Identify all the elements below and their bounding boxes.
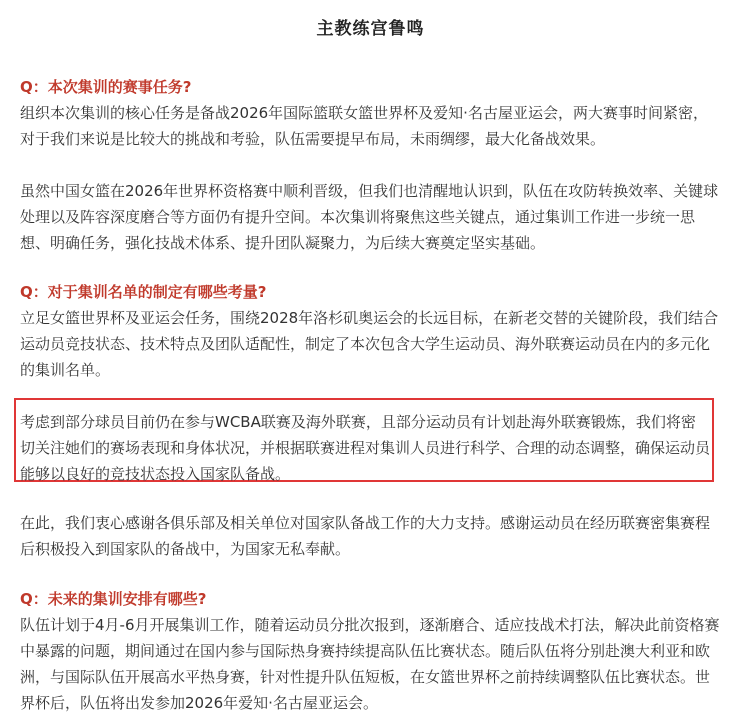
question-heading: Q：对于集训名单的制定有哪些考量? (20, 283, 267, 301)
paragraph: 立足女篮世界杯及亚运会任务，围绕2028年洛杉矶奥运会的长远目标，在新老交替的关键阶段，我们结合运动员竞技状态、技术特点及团队适配性，制定了本次包含大学生运动员、海外联赛运动员在内的多元化的集训名单。 (20, 309, 719, 379)
highlighted-paragraph-box (14, 398, 714, 482)
paragraph: 在此，我们衷心感谢各俱乐部及相关单位对国家队备战工作的大力支持。感谢运动员在经历联赛密集赛程后积极投入到国家队的备战中，为国家无私奉献。 (20, 514, 711, 558)
paragraph: 虽然中国女篮在2026年世界杯资格赛中顺利晋级，但我们也清醒地认识到，队伍在攻防转换效率、关键球处理以及阵容深度磨合等方面仍有提升空间。本次集训将聚焦这些关键点，通过集训工作进一步统一思想、明确任务，强化技战术体系、提升团队凝聚力，为后续大赛奠定坚实基础。 (20, 182, 719, 252)
paragraph: 组织本次集训的核心任务是备战2026年国际篮联女篮世界杯及爱知·名古屋亚运会，两大赛事时间紧密，对于我们来说是比较大的挑战和考验，队伍需要提早布局，未雨绸缪，最大化备战效果。 (20, 104, 708, 148)
question-heading: Q：本次集训的赛事任务? (20, 78, 192, 96)
article-title: 主教练宫鲁鸣 (316, 19, 425, 39)
highlighted-paragraph: 考虑到部分球员目前仍在参与WCBA联赛及海外联赛，且部分运动员有计划赴海外联赛锻炼，我们将密切关注她们的赛场表现和身体状况，并根据联赛进程对集训人员进行科学、合理的动态调整，确保运动员能够以良好的竞技状态投入国家队备战。 (20, 413, 711, 483)
paragraph: 队伍计划于4月-6月开展集训工作，随着运动员分批次报到，逐渐磨合、适应技战术打法，解决此前资格赛中暴露的问题，期间通过在国内参与国际热身赛持续提高队伍比赛状态。随后队伍将分别赴澳大利亚和欧洲，与国际队伍开展高水平热身赛，针对性提升队伍短板，在女篮世界杯之前持续调整队伍比赛状态。世界杯后，队伍将出发参加2026年爱知·名古屋亚运会。 (20, 616, 720, 712)
question-heading: Q：未来的集训安排有哪些? (20, 590, 207, 608)
